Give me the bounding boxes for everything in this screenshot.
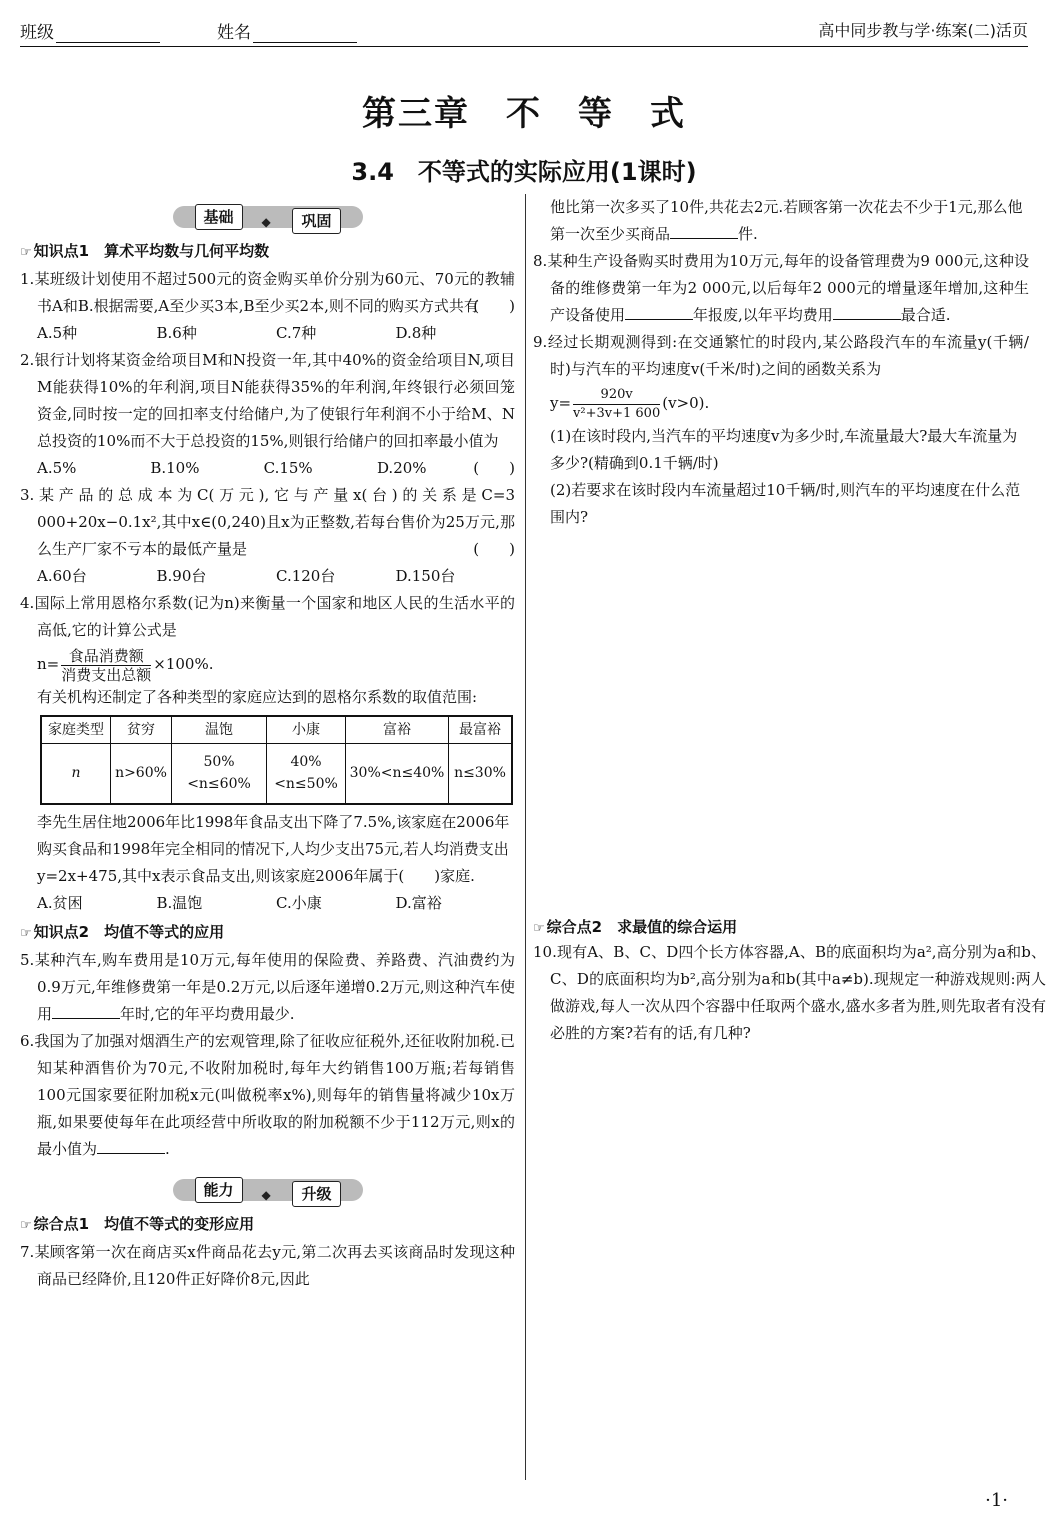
option: D.富裕 <box>395 893 442 912</box>
option: A.贫困 <box>37 893 83 912</box>
class-label: 班级 <box>20 23 54 43</box>
engel-table <box>40 715 513 805</box>
question-9-sub1: (1)在该时段内,当汽车的平均速度v为多少时,车流量最大?最大车流量为多少?(精确到0.1千辆/时) <box>550 427 1018 472</box>
book-title: 高中同步教与学·练案(二)活页 <box>818 21 1028 40</box>
question-6 <box>20 1028 515 1163</box>
table-row <box>41 744 512 804</box>
options-3 <box>20 563 515 590</box>
answer-blank[interactable] <box>97 1139 165 1154</box>
options-1 <box>20 320 515 347</box>
option: B.6种 <box>156 324 197 342</box>
banner-left-label: 能力 <box>195 1177 243 1203</box>
numerator: 食品消费额 <box>61 647 151 666</box>
composite-point-1 <box>20 1211 515 1239</box>
question-text: 2.银行计划将某资金给项目M和N投资一年,其中40%的资金给项目N,项目M能获得10%的年利润,项目N能获得35%的年利润,年终银行必须回笼资金,同时按一定的回扣率支付给储户,为了使银行年利润不小于给M、N总投资的10%而不大于总投资的15%,则银行给储户的回扣率最小值为 <box>20 351 515 450</box>
kp-title: 知识点1 算术平均数与几何平均数 <box>33 242 270 260</box>
banner-right-label: 巩固 <box>292 208 340 234</box>
banner-basic <box>173 204 363 230</box>
table-cell: 家庭类型 <box>41 716 111 744</box>
answer-blank[interactable] <box>833 305 901 320</box>
header-rule <box>20 46 1028 47</box>
question-9-sub2: (2)若要求在该时段内车流量超过10千辆/时,则汽车的平均速度在什么范围内? <box>550 481 1021 526</box>
right-column <box>533 194 1046 1042</box>
name-blank[interactable] <box>253 26 357 43</box>
option: C.小康 <box>276 893 322 912</box>
option: A.5种 <box>37 324 78 342</box>
question-7-cont <box>533 194 1029 248</box>
diamond-icon: ◆ <box>261 1187 271 1202</box>
traffic-formula <box>533 383 1029 423</box>
table-cell: n <box>41 744 111 804</box>
answer-blank[interactable] <box>625 305 693 320</box>
fraction <box>573 386 660 423</box>
fraction <box>61 647 151 684</box>
table-cell: 最富裕 <box>449 716 513 744</box>
question-4-text2: 有关机构还制定了各种类型的家庭应达到的恩格尔系数的取值范围: <box>37 688 478 706</box>
option: C.15% <box>263 459 313 477</box>
table-cell: 贫穷 <box>111 716 172 744</box>
option: B.温饱 <box>156 893 203 912</box>
table-cell: 50%<n≤60% <box>172 744 267 804</box>
question-text: 年报废,以年平均费用 <box>693 306 833 324</box>
kp-title: 综合点1 均值不等式的变形应用 <box>33 1214 255 1233</box>
question-text: 6.我国为了加强对烟酒生产的宏观管理,除了征收应征税外,还征收附加税.已知某种酒售价为70元,不收附加税时,每年大约销售100万瓶;若每销售100元国家要征附加税x元(叫做税率x%),则每年的销售量将减少10x万瓶,如果要使每年在此项经营中所收取的附加税额不少于112万元,则x的最小值为 <box>20 1031 515 1158</box>
question-9 <box>533 329 1029 383</box>
kp-title: 知识点2 均值不等式的应用 <box>33 922 225 941</box>
chapter-title: 第三章 不 等 式 <box>362 94 686 134</box>
knowledge-point-1 <box>20 238 515 266</box>
answer-blank[interactable] <box>52 1004 120 1019</box>
pointing-hand-icon: ☞ <box>20 925 32 941</box>
options-4 <box>20 890 515 917</box>
question-text: 10.现有A、B、C、D四个长方体容器,A、B的底面积均为a²,高分别为a和b、C、D的底面积均为b²,高分别为a和b(其中a≠b).现规定一种游戏规则:两人做游戏,每人一次从四个容器中任取两个盛水,盛水多者为胜,则先取者有没有必胜的方案?若有的话,有几种? <box>533 943 1046 1042</box>
question-7 <box>20 1239 515 1293</box>
table-header-row <box>41 716 512 744</box>
option: A.5% <box>37 459 77 477</box>
option: D.20% <box>376 459 427 477</box>
composite-point-2 <box>533 914 737 942</box>
answer-paren[interactable]: ( ) <box>473 540 515 558</box>
option: D.150台 <box>395 567 456 585</box>
class-blank[interactable] <box>56 26 160 43</box>
question-text: 9.经过长期观测得到:在交通繁忙的时段内,某公路段汽车的车流量y(千辆/时)与汽车的平均速度v(千米/时)之间的函数关系为 <box>533 333 1029 378</box>
pointing-hand-icon: ☞ <box>533 921 545 936</box>
numerator: 920v <box>573 386 660 405</box>
question-1 <box>20 266 515 320</box>
question-text: 4.国际上常用恩格尔系数(记为n)来衡量一个国家和地区人民的生活水平的高低,它的计算公式是 <box>20 594 515 639</box>
table-cell: n≤30% <box>449 744 513 804</box>
page-number: ·1· <box>985 1490 1008 1511</box>
question-text: . <box>165 1139 170 1158</box>
name-field <box>217 18 357 43</box>
engel-formula <box>20 644 515 684</box>
question-8 <box>533 248 1029 329</box>
table-cell: 富裕 <box>346 716 449 744</box>
question-text: 最合适. <box>900 306 951 324</box>
pointing-hand-icon: ☞ <box>20 245 32 260</box>
banner-right-label: 升级 <box>292 1181 340 1207</box>
answer-paren[interactable]: ( ) <box>473 459 515 477</box>
question-text: 3.某产品的总成本为C(万元),它与产量x(台)的关系是C=3 000+20x−0.1x²,其中x∈(0,240)且x为正整数,若每台售价为25万元,那么生产厂家不亏本的最低产量是 <box>20 486 515 558</box>
diamond-icon: ◆ <box>261 215 271 229</box>
answer-paren[interactable]: ( ) <box>473 297 515 315</box>
option: C.7种 <box>276 324 317 342</box>
question-text: 8.某种生产设备购买时费用为10万元,每年的设备管理费为9 000元,这种设备的维修费第一年为2 000元,以后每年2 000元的增量逐年增加,这种生产设备使用 <box>533 252 1029 324</box>
table-cell: n>60% <box>111 744 172 804</box>
options-2 <box>20 455 490 482</box>
banner-left-label: 基础 <box>195 204 243 230</box>
knowledge-point-2 <box>20 919 515 947</box>
question-text: 5.某种汽车,购车费用是10万元,每年使用的保险费、养路费、汽油费约为0.9万元,年维修费第一年是0.2万元,以后逐年递增0.2万元,则这种汽车使用 <box>20 950 515 1023</box>
denominator: v²+3v+1 600 <box>573 405 661 421</box>
option: C.120台 <box>276 567 336 585</box>
table-cell: 40%<n≤50% <box>267 744 346 804</box>
question-text: 1.某班级计划使用不超过500元的资金购买单价分别为60元、70元的教辅书A和B.根据需要,A至少买3本,B至少买2本,则不同的购买方式共有 <box>20 270 515 315</box>
denominator: 消费支出总额 <box>61 665 152 684</box>
column-divider <box>525 194 526 1480</box>
question-3 <box>20 482 515 563</box>
question-text: 他比第一次多买了10件,共花去2元.若顾客第一次花去不少于1元,那么他第一次至少买商品 <box>550 198 1023 243</box>
question-4 <box>20 590 515 644</box>
question-4-text3: 李先生居住地2006年比1998年食品支出下降了7.5%,该家庭在2006年购买食品和1998年完全相同的情况下,人均少支出75元,若人均消费支出y=2x+475,其中x表示食品支出,则该家庭2006年属于( )家庭. <box>37 812 510 885</box>
question-10 <box>533 939 1046 1047</box>
name-label: 姓名 <box>217 23 251 43</box>
formula-rhs: ×100%. <box>153 655 214 673</box>
question-text: 件. <box>738 225 758 243</box>
formula-lhs: y= <box>550 394 572 412</box>
table-cell: 小康 <box>267 716 346 744</box>
formula-rhs: (v>0). <box>662 394 710 412</box>
table-cell: 30%<n≤40% <box>346 744 449 804</box>
page-header <box>20 18 1028 46</box>
kp-title: 综合点2 求最值的综合运用 <box>546 918 738 936</box>
left-column <box>20 194 515 1293</box>
option: B.90台 <box>156 567 207 585</box>
question-5 <box>20 947 515 1028</box>
section-title: 3.4 不等式的实际应用(1课时) <box>351 158 697 186</box>
answer-blank[interactable] <box>670 224 738 239</box>
class-field <box>20 18 160 43</box>
option: B.10% <box>150 459 200 477</box>
question-text: 7.某顾客第一次在商店买x件商品花去y元,第二次再去买该商品时发现这种商品已经降价,且120件正好降价8元,因此 <box>20 1242 515 1288</box>
table-cell: 温饱 <box>172 716 267 744</box>
question-text: 年时,它的年平均费用最少. <box>120 1004 295 1023</box>
option: D.8种 <box>395 324 437 342</box>
pointing-hand-icon: ☞ <box>20 1217 32 1233</box>
option: A.60台 <box>37 567 87 585</box>
banner-advanced <box>173 1177 363 1203</box>
formula-lhs: n= <box>37 655 60 673</box>
